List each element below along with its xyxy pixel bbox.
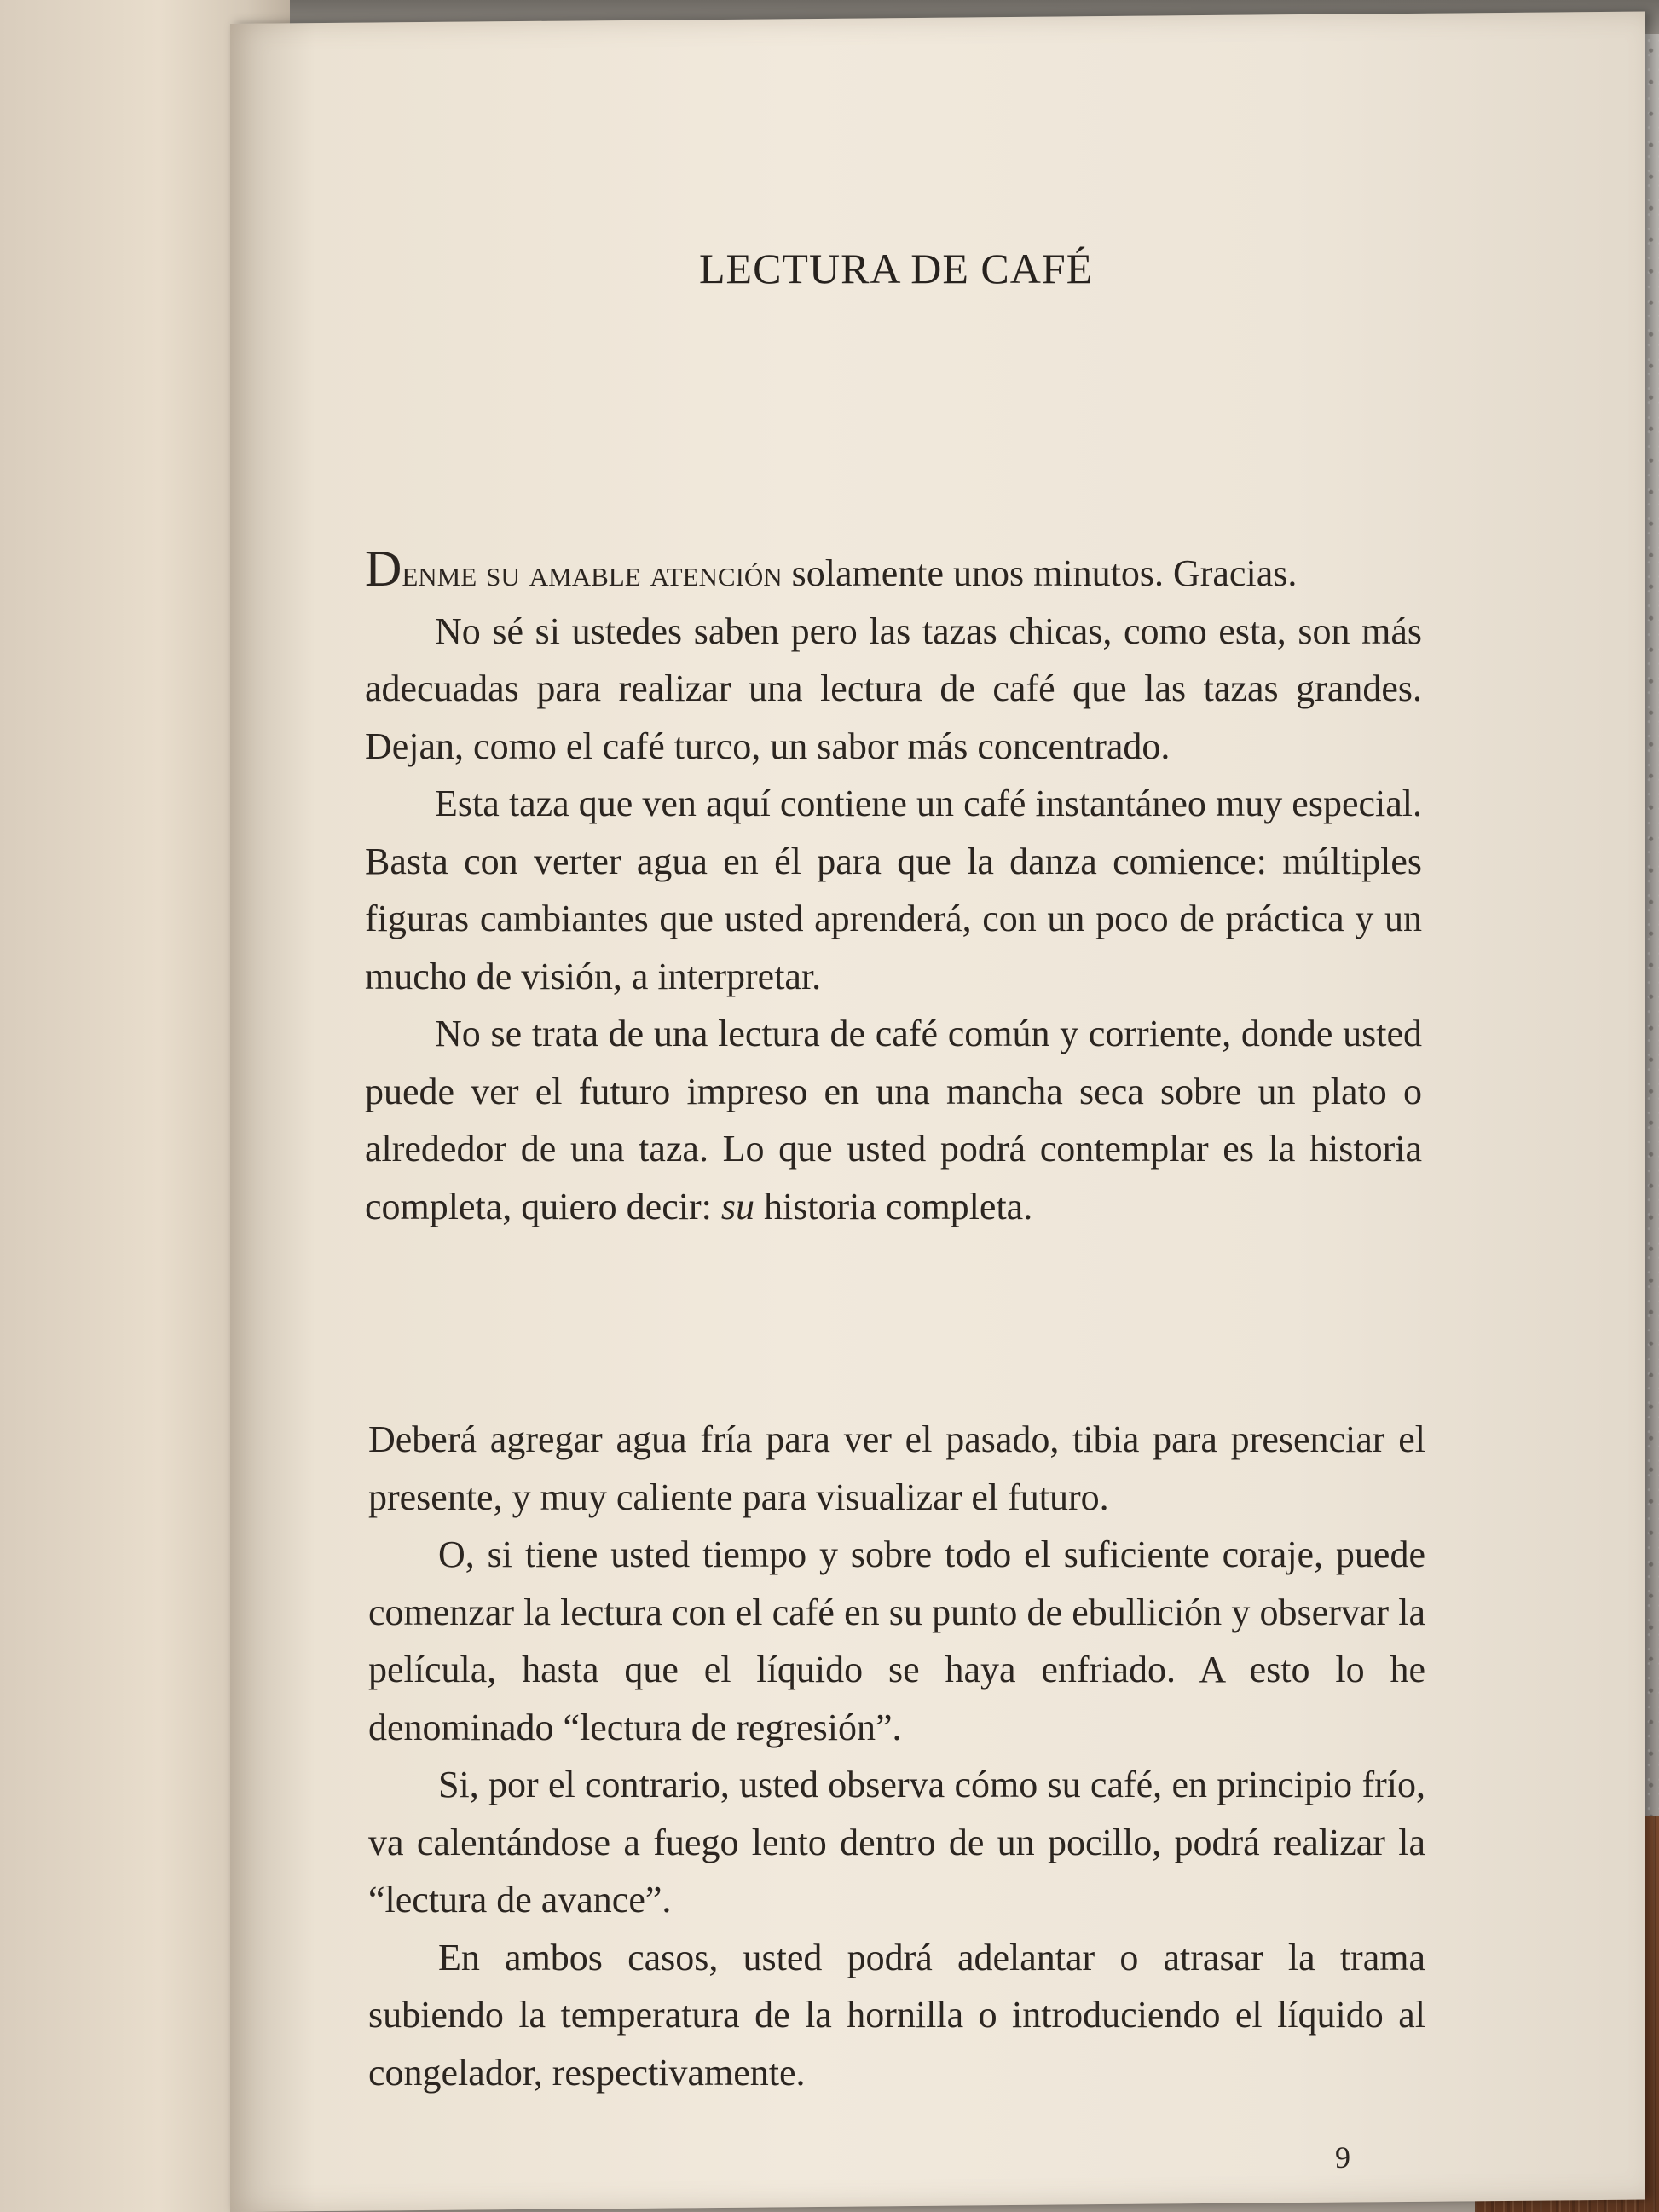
paragraph	[365, 1005, 1422, 1235]
paragraph: En ambos casos, usted podrá adelantar o atrasar la trama subiendo la temperatura de la hornilla o introduciendo el líquido al congelador, respectivamente.	[368, 1936, 1425, 2094]
paragraph: O, si tiene usted tiempo y sobre todo el suficiente coraje, puede comenzar la lectura con el café en su punto de ebullición y observar la película, hasta que el líquido se haya enfriado. A esto lo he denominado “lectura de regresión”.	[368, 1533, 1425, 1748]
paragraph: Esta taza que ven aquí contiene un café instantáneo muy especial. Basta con verter agua en él para que la danza comience: múltiples figuras cambiantes que usted aprenderá, con un poco de práctica y un mucho de visión, a interpretar.	[365, 783, 1422, 997]
paragraph-text: solamente unos minutos. Gracias.	[782, 552, 1298, 594]
paragraph-text: historia completa.	[754, 1185, 1033, 1227]
paragraph: Deberá agregar agua fría para ver el pasado, tibia para presenciar el presente, y muy caliente para visualizar el futuro.	[368, 1418, 1425, 1518]
italic-word: su	[720, 1185, 754, 1227]
drop-cap: D	[365, 540, 402, 597]
chapter-title: LECTURA DE CAFÉ	[699, 245, 1094, 292]
text-block-upper	[365, 540, 1422, 1235]
page-number: 9	[1335, 2140, 1350, 2174]
paragraph: No sé si ustedes saben pero las tazas chicas, como esta, son más adecuadas para realizar una lectura de café que las tazas grandes. Dejan, como el café turco, un sabor más concentrado.	[365, 609, 1422, 767]
paragraph-text: No se trata de una lectura de café común y corriente, donde usted puede ver el futuro impreso en una mancha seca sobre un plato o alrededor de una taza. Lo que usted podrá contemplar es la historia completa, quiero decir:	[365, 1013, 1422, 1227]
text-block-lower	[368, 1411, 1425, 2101]
small-caps-lead: enme su amable atención	[402, 552, 783, 594]
paragraph: Si, por el contrario, usted observa cómo su café, en principio frío, va calentándose a fuego lento dentro de un pocillo, podrá realizar la “lectura de avance”.	[368, 1764, 1425, 1920]
paragraph	[365, 540, 1422, 603]
